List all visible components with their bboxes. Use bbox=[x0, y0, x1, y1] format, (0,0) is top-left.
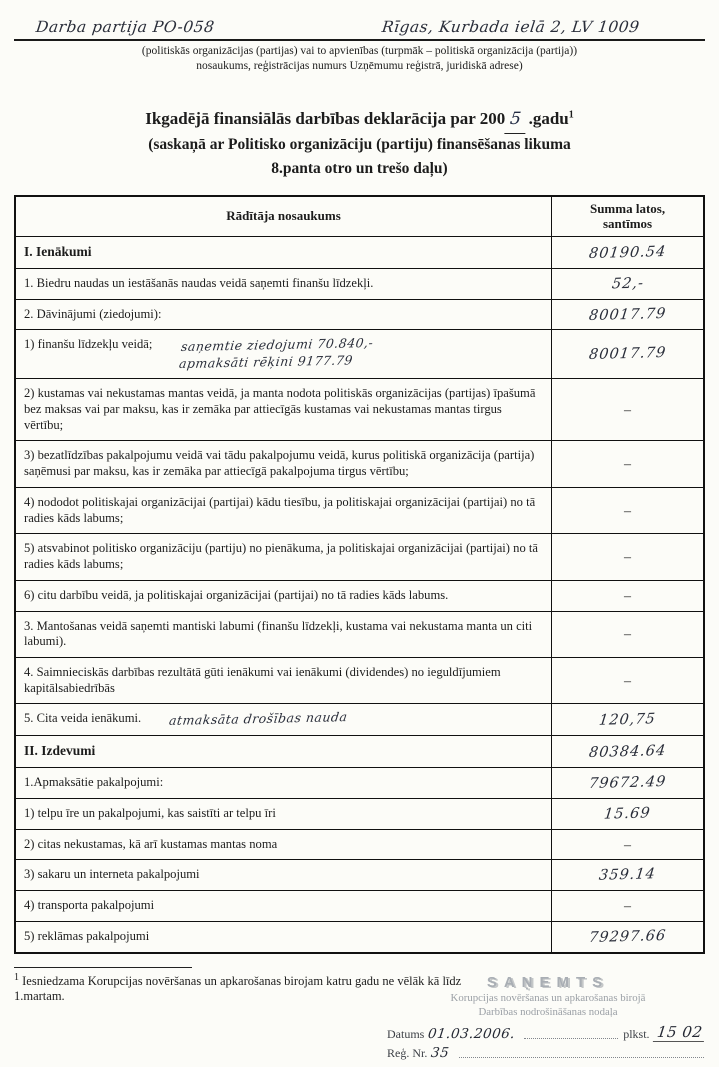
amount-cell bbox=[552, 798, 704, 829]
received-stamp bbox=[387, 974, 709, 1061]
table-row bbox=[15, 330, 704, 379]
row-label: 1. Biedru naudas un iestāšanās naudas veidā saņemti finanšu līdzekļi. bbox=[24, 275, 374, 290]
row-label: 5. Cita veida ienākumi. bbox=[24, 711, 142, 726]
subtitle-line2: 8.panta otro un trešo daļu) bbox=[271, 159, 448, 177]
title-block bbox=[14, 106, 705, 180]
indicator-cell bbox=[15, 657, 552, 703]
column-header-amount-line1: Summa latos, bbox=[589, 200, 666, 216]
row-label: 5) atsvabinot politisko organizāciju (partiju) no pienākuma, ja politiskajai organizācijai (partijai) no tā radies kāds labums; bbox=[24, 541, 538, 572]
datums-value-handwritten: 01.03.2006. bbox=[427, 1026, 517, 1042]
reg-label: Reģ. Nr. bbox=[387, 1046, 428, 1060]
table-row bbox=[15, 921, 704, 952]
column-header-indicator: Rādītāja nosaukums bbox=[15, 196, 552, 237]
row-value: 80017.79 bbox=[588, 305, 668, 324]
reg-value-handwritten: 35 bbox=[430, 1045, 451, 1061]
row-value: 79672.49 bbox=[588, 774, 668, 793]
row-value: 79297.66 bbox=[588, 927, 668, 946]
stamp-reg-row bbox=[387, 1045, 709, 1061]
footnote-text: Iesniedzama Korupcijas novēršanas un apkarošanas birojam katru gadu ne vēlāk kā līdz 1.martam. bbox=[14, 973, 462, 1003]
indicator-cell bbox=[15, 237, 552, 269]
indicator-cell bbox=[15, 330, 552, 379]
table-row bbox=[15, 829, 704, 860]
amount-cell bbox=[552, 768, 704, 799]
row-label: 5) reklāmas pakalpojumi bbox=[24, 928, 150, 943]
org-address-handwritten: Rīgas, Kurbada ielā 2, LV 1009 bbox=[380, 18, 641, 36]
dotted-leader bbox=[524, 1038, 618, 1039]
table-row bbox=[15, 611, 704, 657]
row-label: 3) bezatlīdzības pakalpojumu veidā vai tādu pakalpojumu veidā, kurus politiskā organizācija (partija) saņēmusi par maksu, kas ir zemāka par attiecīgā pakalpojuma tirgus vērtību; bbox=[24, 448, 535, 479]
plkst-value-handwritten: 15 02 bbox=[652, 1023, 706, 1042]
row-value: – bbox=[624, 627, 632, 643]
table-row bbox=[15, 268, 704, 299]
amount-cell bbox=[552, 330, 704, 379]
subtitle-line1: (saskaņā ar Politisko organizāciju (partiju) finansēšanas likuma bbox=[148, 136, 571, 154]
stamp-title: SAŅEMTS bbox=[486, 973, 610, 991]
row-value: 80017.79 bbox=[588, 345, 668, 364]
document-title bbox=[14, 106, 705, 134]
handwritten-annotation: atmaksāta drošības nauda bbox=[168, 709, 349, 729]
title-footnote-marker: 1 bbox=[568, 109, 574, 121]
amount-cell bbox=[552, 441, 704, 487]
row-label: 1) finanšu līdzekļu veidā; bbox=[24, 337, 153, 352]
title-prefix: Ikgadējā finansiālās darbības deklarācija par 200 bbox=[145, 108, 506, 128]
row-label: 1.Apmaksātie pakalpojumi: bbox=[24, 775, 164, 790]
indicator-cell bbox=[15, 704, 552, 736]
org-name-line bbox=[14, 10, 705, 41]
amount-cell bbox=[552, 379, 704, 441]
amount-cell bbox=[552, 237, 704, 269]
indicator-cell bbox=[15, 768, 552, 799]
row-label: I. Ienākumi bbox=[24, 244, 92, 260]
row-value: – bbox=[624, 550, 632, 566]
row-value: 359.14 bbox=[598, 866, 657, 885]
dotted-leader bbox=[459, 1057, 704, 1058]
table-row bbox=[15, 441, 704, 487]
amount-cell bbox=[552, 736, 704, 768]
amount-cell bbox=[552, 860, 704, 891]
indicator-cell bbox=[15, 611, 552, 657]
row-value: 15.69 bbox=[603, 805, 652, 823]
table-header-row bbox=[15, 196, 704, 237]
indicator-cell bbox=[15, 580, 552, 611]
amount-cell bbox=[552, 268, 704, 299]
row-value: – bbox=[624, 457, 632, 473]
row-label: 4) transporta pakalpojumi bbox=[24, 898, 155, 913]
row-label: II. Izdevumi bbox=[24, 743, 96, 759]
form-caption bbox=[14, 44, 705, 74]
row-label: 1) telpu īre un pakalpojumi, kas saistīti ar telpu īri bbox=[24, 805, 276, 820]
table-row bbox=[15, 860, 704, 891]
table-row bbox=[15, 704, 704, 736]
row-label: 2) citas nekustamas, kā arī kustamas mantas noma bbox=[24, 836, 278, 851]
row-label: 3) sakaru un interneta pakalpojumi bbox=[24, 867, 200, 882]
row-value: 120,75 bbox=[598, 711, 657, 729]
row-value: – bbox=[624, 673, 632, 689]
indicator-cell bbox=[15, 299, 552, 330]
table-row bbox=[15, 657, 704, 703]
table-row bbox=[15, 580, 704, 611]
table-row bbox=[15, 379, 704, 441]
amount-cell bbox=[552, 487, 704, 533]
datums-label: Datums bbox=[387, 1027, 425, 1041]
indicator-cell bbox=[15, 891, 552, 922]
stamp-date-row bbox=[387, 1023, 709, 1042]
row-value: – bbox=[624, 837, 632, 853]
column-header-amount-line2: santīmos bbox=[602, 216, 653, 232]
row-value: 80190.54 bbox=[588, 243, 668, 262]
indicator-cell bbox=[15, 798, 552, 829]
row-value: – bbox=[624, 402, 632, 418]
year-handwritten: 5 bbox=[505, 107, 530, 134]
amount-cell bbox=[552, 580, 704, 611]
table-row bbox=[15, 237, 704, 269]
row-value: 80384.64 bbox=[588, 742, 668, 761]
row-value: – bbox=[624, 503, 632, 519]
amount-cell bbox=[552, 829, 704, 860]
handwritten-annotation: saņemtie ziedojumi 70.840,- apmaksāti rēķini 9177.79 bbox=[178, 335, 375, 372]
footnote-marker: 1 bbox=[14, 971, 19, 983]
indicator-cell bbox=[15, 441, 552, 487]
row-value: – bbox=[624, 588, 632, 604]
row-label: 2. Dāvinājumi (ziedojumi): bbox=[24, 306, 162, 321]
indicator-cell bbox=[15, 829, 552, 860]
footnote-rule bbox=[14, 967, 192, 968]
indicator-cell bbox=[15, 268, 552, 299]
indicator-cell bbox=[15, 921, 552, 952]
table-row bbox=[15, 534, 704, 580]
amount-cell bbox=[552, 704, 704, 736]
row-label: 4. Saimnieciskās darbības rezultātā gūti ienākumi vai ienākumi (dividendes) no ieguldījumiem kapitālsabiedrībās bbox=[24, 664, 501, 695]
stamp-office-line: Korupcijas novēršanas un apkarošanas birojā bbox=[450, 991, 646, 1004]
column-header-amount bbox=[552, 196, 704, 237]
indicator-cell bbox=[15, 379, 552, 441]
declaration-table bbox=[14, 195, 705, 954]
row-label: 2) kustamas vai nekustamas mantas veidā, ja manta nodota politiskās organizācijas (partijas) īpašumā bez maksas vai par maksu, kas ir zemāka par attiecīgās kustamas vai nekustamas mantas tirgus vērtību; bbox=[24, 386, 536, 432]
stamp-department-line: Darbības nodrošināšanas nodaļa bbox=[478, 1006, 618, 1019]
amount-cell bbox=[552, 657, 704, 703]
indicator-cell bbox=[15, 736, 552, 768]
row-label: 3. Mantošanas veidā saņemti mantiski labumi (finanšu līdzekļi, kustama vai nekustama manta un citi labumi). bbox=[24, 618, 533, 649]
indicator-cell bbox=[15, 487, 552, 533]
table-row bbox=[15, 768, 704, 799]
indicator-cell bbox=[15, 860, 552, 891]
table-row bbox=[15, 487, 704, 533]
plkst-label: plkst. bbox=[623, 1027, 650, 1041]
row-label: 6) citu darbību veidā, ja politiskajai organizācijai (partijai) no tā radies kāds labums. bbox=[24, 587, 449, 602]
table-row bbox=[15, 891, 704, 922]
form-caption-line1: (politiskās organizācijas (partijas) vai to apvienības (turpmāk – politiskā organizācija (partija)) bbox=[141, 45, 578, 57]
amount-cell bbox=[552, 299, 704, 330]
row-value: 52,- bbox=[610, 275, 645, 293]
table-row bbox=[15, 798, 704, 829]
title-suffix: .gadu bbox=[528, 108, 569, 128]
row-value: – bbox=[624, 898, 632, 914]
form-caption-line2: nosaukums, reģistrācijas numurs Uzņēmumu reģistrā, juridiskā adrese) bbox=[196, 59, 523, 72]
row-label: 4) nododot politiskajai organizācijai (partijai) kādu tiesību, ja politiskajai organizācijai (partijai) no tā radies kāds labums; bbox=[24, 494, 536, 525]
table-row bbox=[15, 299, 704, 330]
amount-cell bbox=[552, 921, 704, 952]
amount-cell bbox=[552, 611, 704, 657]
indicator-cell bbox=[15, 534, 552, 580]
org-name-handwritten: Darba partija PO-058 bbox=[34, 18, 216, 36]
amount-cell bbox=[552, 891, 704, 922]
amount-cell bbox=[552, 534, 704, 580]
table-row bbox=[15, 736, 704, 768]
table-body bbox=[15, 237, 704, 953]
